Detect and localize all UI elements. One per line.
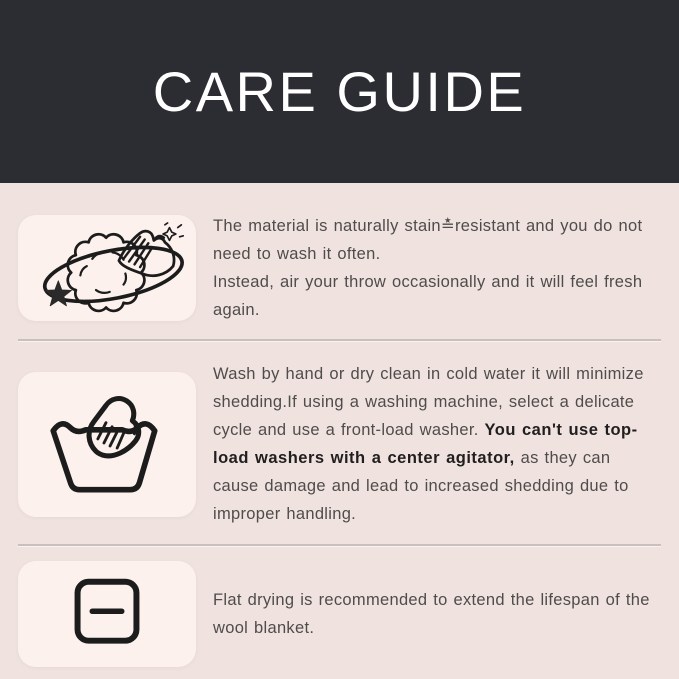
airing-icon-card <box>18 215 196 321</box>
washing-text-pre: Wash by hand or dry clean in cold water it will minimize shedding.If using a washing machine, select a delicate cycle and use a front-load washer. <box>213 365 644 439</box>
flat-dry-icon <box>47 568 167 660</box>
drying-icon-card <box>18 561 196 667</box>
washing-text <box>213 360 661 528</box>
care-item-washing <box>18 360 661 528</box>
hand-wash-icon <box>41 388 173 500</box>
care-item-drying <box>18 561 661 667</box>
washing-icon-card <box>18 372 196 517</box>
washing-text-warning: You can't use top-load washers with a center agitator, <box>213 421 638 467</box>
care-guide-body <box>0 183 679 667</box>
header-banner <box>0 0 679 183</box>
drying-text-line: Flat drying is recommended to extend the lifespan of the wool blanket. <box>213 591 650 637</box>
airing-text-line1: The material is naturally stain≛resistant and you do not need to wash it often. <box>213 217 643 263</box>
airing-text-line2: Instead, air your throw occasionally and it will feel fresh again. <box>213 273 643 319</box>
section-divider <box>18 339 661 341</box>
care-item-airing <box>18 212 661 324</box>
wool-brush-star-icon <box>28 220 186 316</box>
section-divider <box>18 544 661 546</box>
washing-text-post: as they can cause damage and lead to increased shedding due to improper handling. <box>213 449 629 523</box>
page-title: CARE GUIDE <box>152 60 527 123</box>
airing-text <box>213 212 661 324</box>
drying-text <box>213 586 661 642</box>
